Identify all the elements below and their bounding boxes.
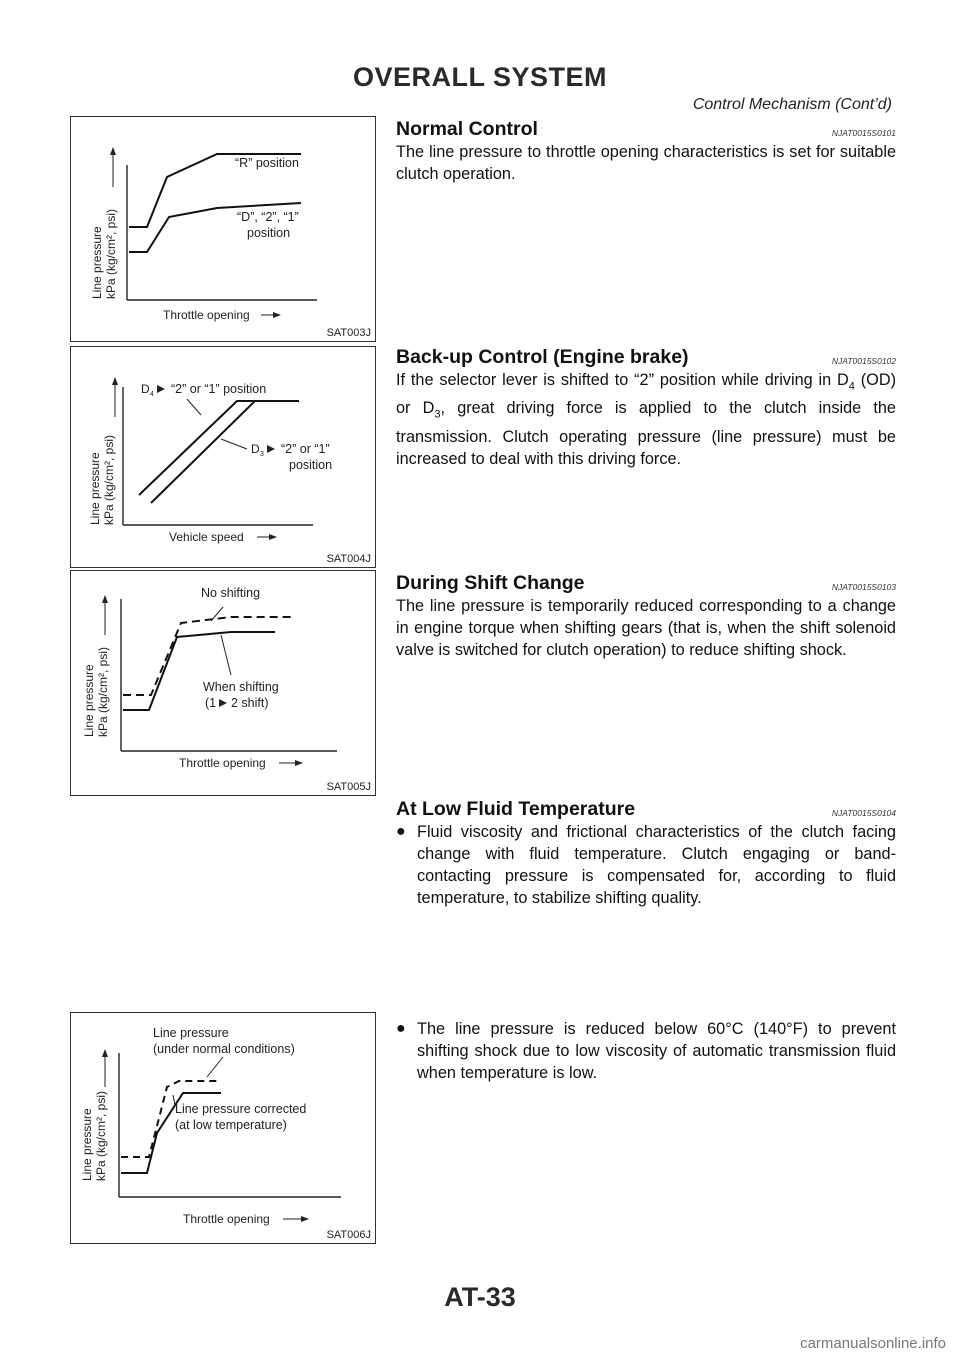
- section-title-text: Normal Control: [396, 118, 538, 140]
- bullet-icon: ●: [396, 1020, 406, 1037]
- section-code: NJAT0015S0101: [831, 128, 896, 138]
- y-axis-label-1: Line pressure: [82, 664, 96, 737]
- arrow-d4: [157, 385, 165, 393]
- label-d21: “D”, “2”, “1”: [237, 210, 299, 224]
- y-axis-label-2: kPa (kg/cm², psi): [104, 208, 118, 299]
- leader-d3: [221, 439, 247, 449]
- section-code: NJAT0015S0102: [831, 356, 896, 366]
- label-no-shifting: No shifting: [201, 586, 261, 600]
- x-axis-arrowhead: [301, 1216, 309, 1222]
- section-code: NJAT0015S0103: [831, 582, 896, 592]
- text-part-1: If the selector lever is shifted to “2” position while driving in D: [396, 371, 849, 389]
- section-text: The line pressure to throttle opening characteristics is set for suitable clutch operation.: [396, 143, 896, 183]
- text-part-2: (OD) or D: [396, 371, 897, 418]
- label-d3-sub: 3: [260, 451, 264, 458]
- figure-code: SAT006J: [326, 1229, 371, 1241]
- label-d21-position: position: [247, 226, 291, 240]
- section-title: [396, 798, 896, 821]
- x-axis-label: Vehicle speed: [169, 530, 244, 544]
- page-header-subtitle: Control Mechanism (Cont’d): [692, 96, 892, 113]
- section-title-text: Back-up Control (Engine brake): [396, 346, 689, 368]
- label-d4-prefix: D: [141, 382, 150, 396]
- y-axis-label-2: kPa (kg/cm², psi): [102, 434, 116, 525]
- y-axis-label-1: Line pressure: [90, 226, 104, 299]
- label-normal-2: (under normal conditions): [153, 1042, 295, 1056]
- label-d3-text: “2” or “1”: [281, 442, 330, 456]
- figure-sat005j: [70, 570, 376, 796]
- figure-sat003j: [70, 116, 376, 342]
- x-axis-arrowhead: [269, 534, 277, 540]
- leader-d4: [187, 399, 201, 415]
- leader-when-shifting: [221, 635, 231, 675]
- x-axis-label: Throttle opening: [183, 1212, 270, 1226]
- page-header-title: OVERALL SYSTEM: [352, 62, 608, 92]
- bullet-icon: ●: [396, 823, 406, 840]
- page-number: AT-33: [444, 1282, 516, 1312]
- section-low-fluid-temperature: [396, 798, 896, 909]
- graph-low-temperature: [71, 1013, 375, 1243]
- y-axis-label-2: kPa (kg/cm², psi): [96, 646, 110, 737]
- label-low-temp-1: Line pressure corrected: [175, 1102, 307, 1116]
- figure-code: SAT003J: [326, 327, 371, 339]
- section-title: [396, 118, 896, 141]
- graph-shift-change: [71, 571, 375, 795]
- section-text: The line pressure is temporarily reduced corresponding to a change in engine torque when shifting gears (that is, when the shift solenoid valve is switched for clutch operation) to reduce shifting shock.: [396, 597, 896, 659]
- text-part-3: , great driving force is applied to the clutch inside the transmission. Clutch operating pressure (line pressure) must be increased to deal with this driving force.: [396, 399, 896, 468]
- figure-sat006j: [70, 1012, 376, 1244]
- y-axis-arrowhead: [102, 1049, 108, 1057]
- curve-d3: [151, 401, 299, 503]
- section-normal-control: [396, 118, 896, 185]
- x-axis-arrowhead: [273, 312, 281, 318]
- graph-normal-control: [71, 117, 375, 341]
- y-axis-arrowhead: [112, 377, 118, 385]
- leader-normal: [207, 1057, 223, 1077]
- label-normal-1: Line pressure: [153, 1026, 229, 1040]
- section-text: [396, 369, 896, 470]
- figure-code: SAT004J: [326, 553, 371, 565]
- section-title: [396, 572, 896, 595]
- y-axis-label-1: Line pressure: [88, 452, 102, 525]
- label-d4-text: “2” or “1” position: [171, 382, 267, 396]
- section-code: NJAT0015S0104: [831, 808, 896, 818]
- x-axis-label: Throttle opening: [179, 756, 266, 770]
- x-axis-label: Throttle opening: [163, 308, 250, 322]
- curve-d4: [139, 401, 267, 495]
- section-backup-control: [396, 346, 896, 470]
- section-title: [396, 346, 896, 369]
- watermark: carmanualsonline.info: [800, 1335, 946, 1352]
- label-r-position: “R” position: [235, 156, 299, 170]
- label-when-shifting: When shifting: [203, 680, 279, 694]
- label-d3-prefix: D: [251, 442, 260, 456]
- section-low-fluid-temperature-2: [396, 1018, 896, 1084]
- arrow-d3: [267, 445, 275, 453]
- y-axis-label-2: kPa (kg/cm², psi): [94, 1090, 108, 1181]
- figure-code: SAT005J: [326, 781, 371, 793]
- bullet-text: The line pressure is reduced below 60°C (140°F) to prevent shifting shock due to low viscosity of automatic transmission fluid when temperature is low.: [417, 1020, 896, 1082]
- label-low-temp-2: (at low temperature): [175, 1118, 287, 1132]
- label-shift-2: 2 shift): [231, 696, 269, 710]
- bullet-item-2: [396, 1018, 896, 1084]
- subscript-4: 4: [848, 380, 855, 393]
- bullet-item-1: [396, 821, 896, 909]
- label-shift-1: (1: [205, 696, 217, 710]
- x-axis-arrowhead: [295, 760, 303, 766]
- y-axis-arrowhead: [110, 147, 116, 155]
- graph-backup-control: [71, 347, 375, 567]
- figure-sat004j: [70, 346, 376, 568]
- section-title-text: During Shift Change: [396, 572, 585, 594]
- section-shift-change: [396, 572, 896, 661]
- subscript-3: 3: [434, 408, 441, 421]
- label-d3-position: position: [289, 458, 333, 472]
- section-title-text: At Low Fluid Temperature: [396, 798, 636, 820]
- arrow-shift: [219, 699, 227, 707]
- label-d4-sub: 4: [150, 391, 154, 398]
- y-axis-arrowhead: [102, 595, 108, 603]
- y-axis-label-1: Line pressure: [80, 1108, 94, 1181]
- bullet-text: Fluid viscosity and frictional characteristics of the clutch facing change with fluid temperature. Clutch engaging or band-contacting pressure is compensated for, according to fluid temperature, to stabilize shifting quality.: [417, 823, 896, 907]
